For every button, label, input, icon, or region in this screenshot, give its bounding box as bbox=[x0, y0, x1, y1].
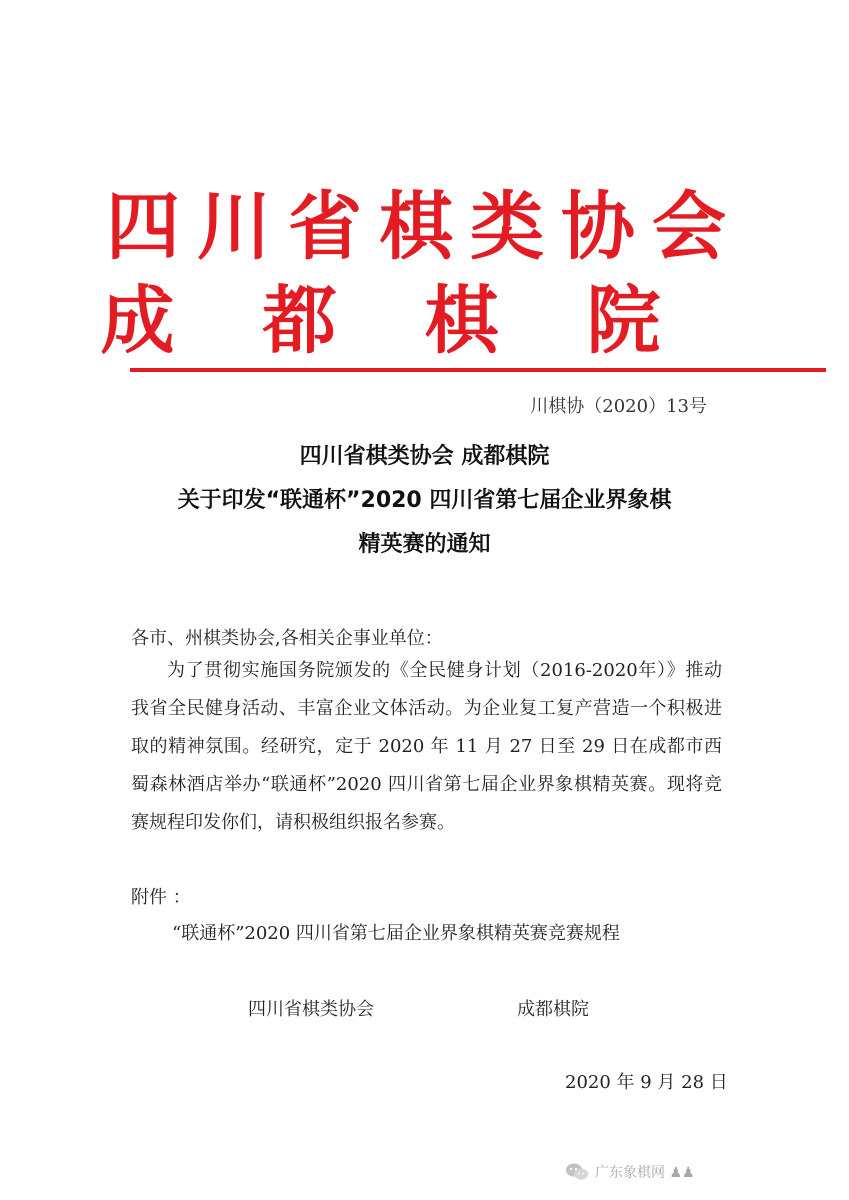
title-line-3: 精英赛的通知 bbox=[358, 532, 491, 557]
wechat-icon bbox=[565, 1162, 589, 1182]
letterhead-divider bbox=[130, 368, 826, 372]
issue-date: 2020 年 9 月 28 日 bbox=[565, 1072, 728, 1093]
letterhead-org-name-2: 成都棋院 bbox=[100, 278, 749, 364]
attachment-item: “联通杯”2020 四川省第七届企业界象棋精英赛竞赛规程 bbox=[172, 923, 620, 944]
watermark-text: 广东象棋网 ♟♟ bbox=[595, 1165, 695, 1181]
watermark bbox=[565, 1158, 695, 1186]
body-paragraph: 为了贯彻实施国务院颁发的《全民健身计划（2016-2020年）》推动我省全民健身活动、丰富企业文体活动。为企业复工复产营造一个积极进取的精神氛围。经研究，定于 2020 年 11 月 27 日至 29 日在成都市西蜀森林酒店举办“联通杯”2020 四川省第七届企业界象棋精英赛。现将竞赛规程印发你们，请积极组织报名参赛。 bbox=[131, 660, 722, 833]
signer-academy: 成都棋院 bbox=[517, 999, 589, 1020]
title-line-1: 四川省棋类协会 成都棋院 bbox=[299, 444, 550, 469]
document-number: 川棋协（2020）13号 bbox=[530, 396, 707, 417]
signer-association: 四川省棋类协会 bbox=[248, 999, 374, 1020]
letterhead-org-name: 四川省棋类协会 bbox=[106, 184, 743, 270]
title-line-2: 关于印发“联通杯”2020 四川省第七届企业界象棋 bbox=[177, 488, 672, 513]
attachment-label: 附件 ： bbox=[131, 887, 191, 908]
salutation: 各市、州棋类协会,各相关企事业单位： bbox=[131, 628, 443, 649]
